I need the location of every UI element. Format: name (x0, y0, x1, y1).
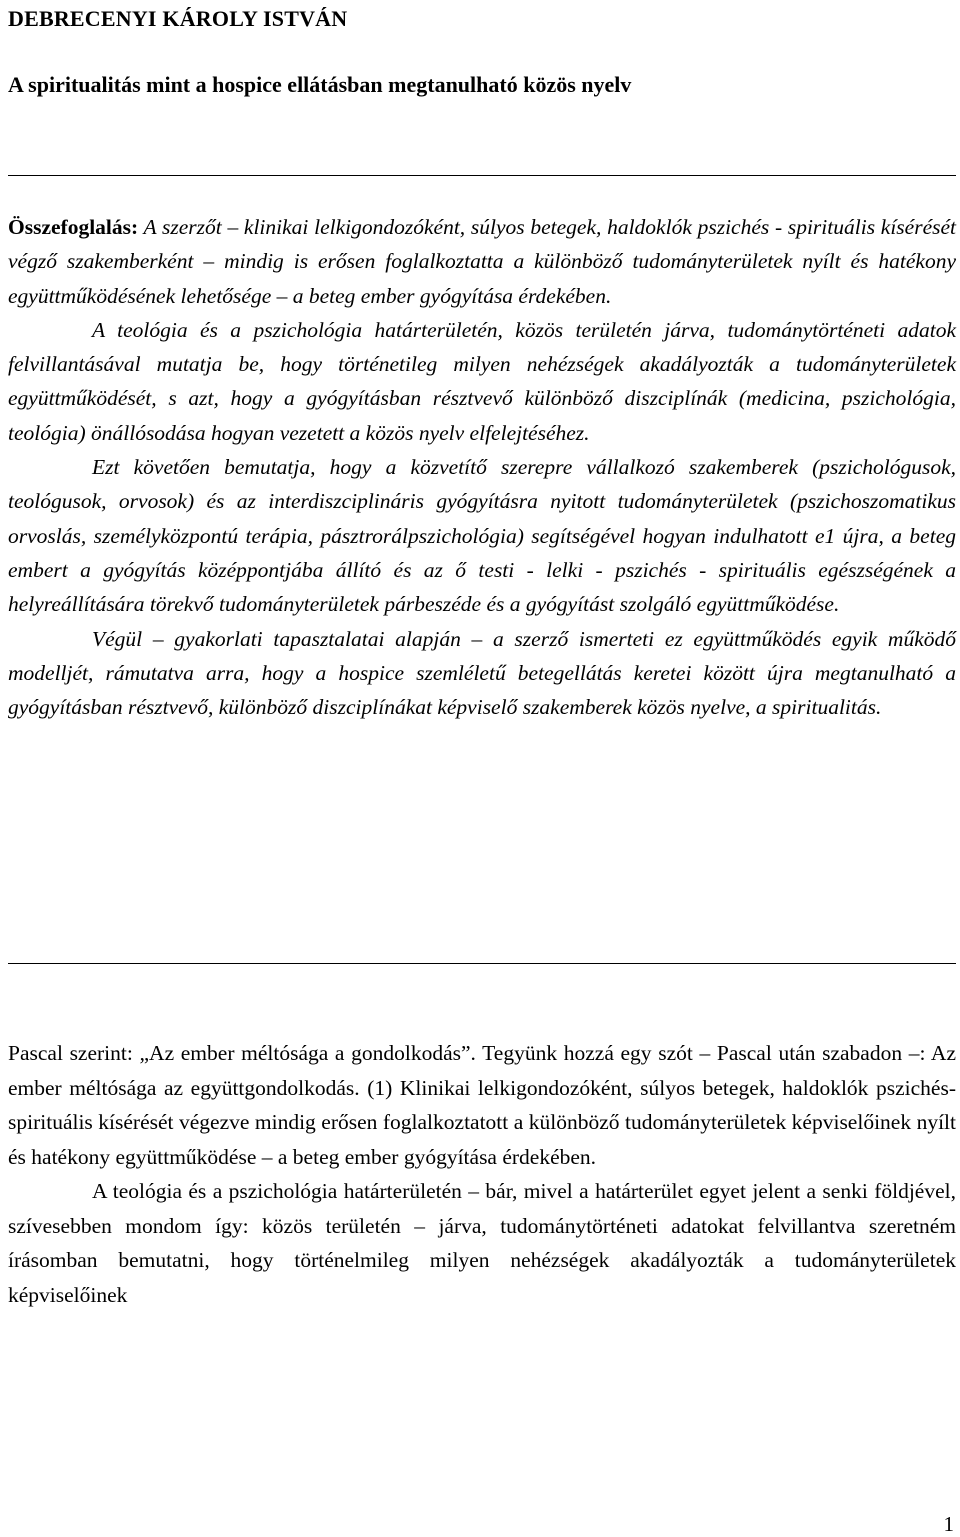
body-text (8, 1036, 956, 1312)
abstract-paragraph-text: A szerzőt – klinikai lelkigondozóként, súlyos betegek, haldoklók pszichés - spirituális kísérését végző szakemberként – mindig is erősen foglalkoztatta a különböző tudományterületek nyílt és hatékony együttműködésének lehetősége – a beteg ember gyógyítása érdekében. (8, 215, 956, 308)
abstract (8, 210, 956, 724)
abstract-paragraph: A teológia és a pszichológia határterületén, közös területén járva, tudománytörténeti adatok felvillantásával mutatja be, hogy történetileg milyen nehézségek akadályozták a tudományterületek együttműködését, s azt, hogy a gyógyításban résztvevő különböző diszciplínák (medicina, pszichológia, teológia) önállósodása hogyan vezetett a közös nyelv elfelejtéséhez. (8, 317, 956, 445)
abstract-label: Összefoglalás: (8, 215, 139, 239)
abstract-paragraph (8, 210, 956, 313)
body-paragraph: A teológia és a pszichológia határterületén – bár, mivel a határterület egyet jelent a senki földjével, szívesebben mondom így: közös területén – járva, tudománytörténeti adatokat felvillantva szeretném írásomban bemutatni, hogy történelmileg milyen nehézségek akadályozták a tudományterületek képviselőinek (8, 1179, 956, 1307)
page-number: 1 (943, 1512, 954, 1536)
abstract-paragraph: Végül – gyakorlati tapasztalatai alapján – a szerző ismerteti ez együttműködés egyik működő modelljét, rámutatva arra, hogy a hospice szemléletű betegellátás keretei között újra megtanulható a gyógyításban résztvevő, különböző diszciplínákat képviselő szakemberek közös nyelve, a spiritualitás. (8, 626, 956, 720)
bottom-divider (8, 963, 956, 964)
body-paragraph: Pascal szerint: „Az ember méltósága a gondolkodás”. Tegyünk hozzá egy szót – Pascal után szabadon –: Az ember méltósága az együttgondolkodás. (1) Klinikai lelkigondozóként, súlyos betegek, haldoklók pszichés-spirituális kísérését végezve mindig erősen foglalkoztatott a különböző tudományterületek képviselőinek nyílt és hatékony együttműködése – a beteg ember gyógyítása érdekében. (8, 1041, 956, 1169)
article-title: A spiritualitás mint a hospice ellátásban megtanulható közös nyelv (8, 72, 632, 97)
top-divider (8, 175, 956, 176)
author-name: DEBRECENYI KÁROLY ISTVÁN (8, 6, 348, 31)
abstract-paragraph: Ezt követően bemutatja, hogy a közvetítő szerepre vállalkozó szakemberek (pszichológusok, teológusok, orvosok) és az interdiszciplináris gyógyításra nyitott tudományterületek (pszichoszomatikus orvoslás, személyközpontú terápia, pásztrorálpszichológia) segítségével hogyan indulhatott e1 újra, a beteg embert a gyógyítás középpontjába állító és az ő testi - lelki - pszichés - spirituális egészségének a helyreállítására törekvő tudományterületek párbeszéde és a gyógyítást szolgáló együttműködése. (8, 455, 956, 617)
